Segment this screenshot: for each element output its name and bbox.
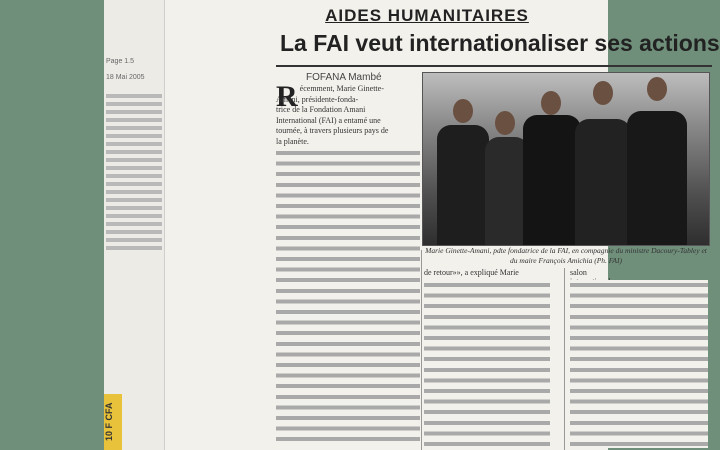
- rotated-text-block: [106, 90, 162, 440]
- person-head: [593, 81, 613, 105]
- person-figure: [627, 111, 687, 245]
- column-one-body: [276, 148, 420, 448]
- page-date: 18 Mai 2005: [106, 74, 145, 81]
- page-number: Page 1.5: [106, 58, 135, 65]
- person-head: [495, 111, 515, 135]
- intro-line: écemment, Marie Ginette-: [299, 84, 384, 93]
- column-divider: [421, 250, 422, 450]
- person-head: [647, 77, 667, 101]
- intro-line: Amani, présidente-fonda-: [276, 94, 359, 104]
- intro-line: trice de la Fondation Amani: [276, 105, 366, 115]
- person-figure: [575, 119, 631, 245]
- intro-line: la planète.: [276, 136, 309, 146]
- newspaper-page: [104, 0, 720, 450]
- column-one: [276, 80, 420, 450]
- column-three-opening: salon: [570, 268, 587, 277]
- article-intro: [276, 80, 420, 148]
- column-three-body: [570, 280, 708, 448]
- column-two-body: [424, 280, 550, 448]
- article-author: FOFANA Mambé: [306, 72, 382, 83]
- price-tag: 10 F CFA: [104, 394, 122, 450]
- intro-line: tournée, à travers plusieurs pays de: [276, 126, 389, 136]
- intro-line: International (FAI) a entamé une: [276, 115, 381, 125]
- person-head: [541, 91, 561, 115]
- photo-caption: Marie Ginette-Amani, pdte fondatrice de la FAI, en compagnie du ministre Dacoury-Tabley et du maire François Amichia (Ph. FAI): [425, 246, 707, 265]
- article-rubric: AIDES HUMANITAIRES: [325, 6, 529, 25]
- person-head: [453, 99, 473, 123]
- previous-article-strip: [104, 0, 165, 450]
- drop-cap: R: [276, 80, 298, 113]
- header-rule: [276, 65, 712, 67]
- article-headline: La FAI veut internationaliser ses actions: [280, 30, 720, 56]
- person-figure: [523, 115, 581, 245]
- column-divider: [564, 268, 565, 450]
- article-photo: [422, 72, 710, 246]
- column-two-opening: de retour»», a expliqué Marie: [424, 268, 519, 277]
- person-figure: [437, 125, 489, 245]
